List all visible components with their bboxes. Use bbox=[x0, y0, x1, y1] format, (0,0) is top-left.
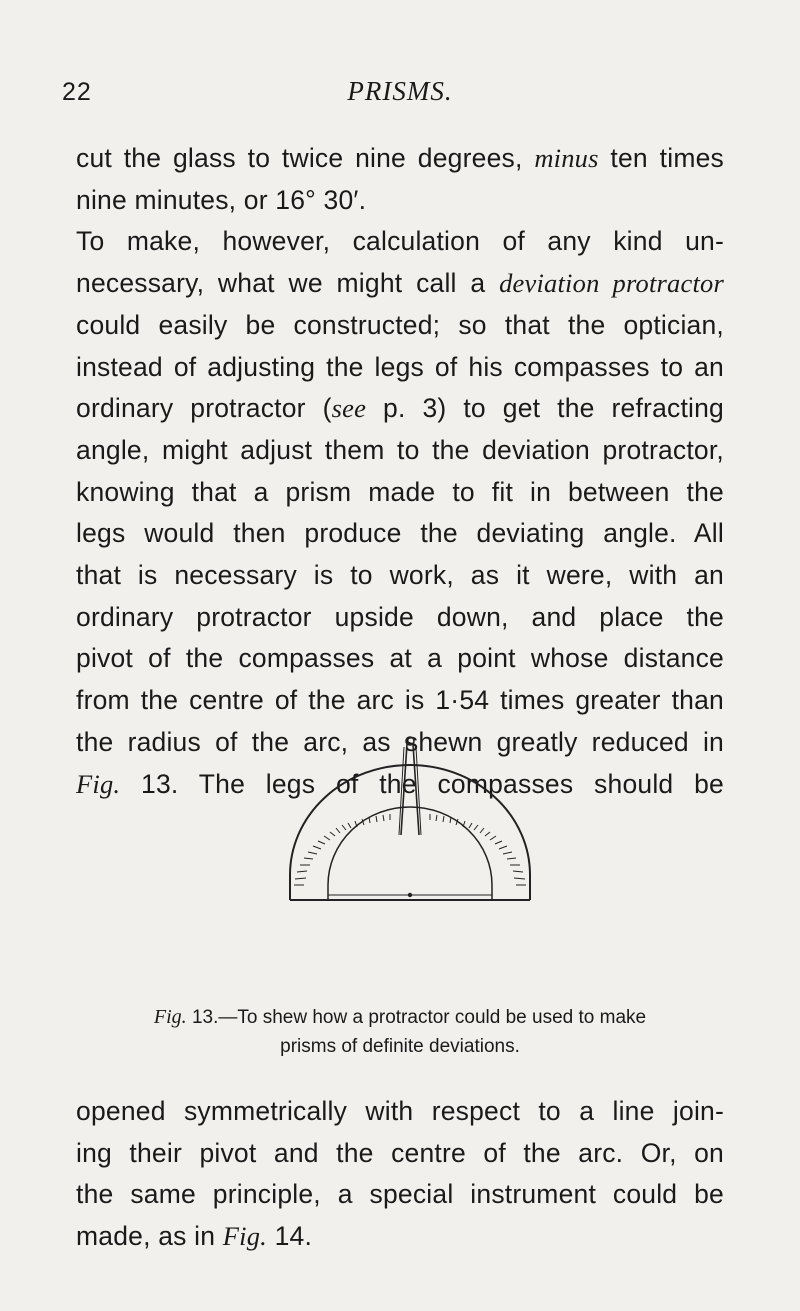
text-line: legs would then produce the deviating angle. All bbox=[76, 518, 724, 549]
text-line: necessary, what we might call a deviation protractor bbox=[76, 268, 724, 299]
text-line: To make, however, calculation of any kind un- bbox=[76, 226, 724, 257]
page-number: 22 bbox=[62, 78, 92, 106]
running-head: PRISMS. bbox=[347, 76, 453, 106]
text-line: opened symmetrically with respect to a line join- bbox=[76, 1096, 724, 1126]
text-line: ordinary protractor upside down, and place the bbox=[76, 601, 724, 632]
text-line: from the centre of the arc is 1·54 times greater than bbox=[76, 685, 724, 716]
text-line: pivot of the compasses at a point whose distance bbox=[76, 643, 724, 674]
caption-line-2: prisms of definite deviations. bbox=[280, 1036, 520, 1057]
text-line: could easily be constructed; so that the optician, bbox=[76, 309, 724, 340]
text-line: angle, might adjust them to the deviation protractor, bbox=[76, 434, 724, 465]
protractor-inner-arc bbox=[328, 807, 492, 900]
text-line: that is necessary is to work, as it were, with an bbox=[76, 560, 724, 591]
text-line: knowing that a prism made to fit in between the bbox=[76, 476, 724, 507]
paragraph-1 bbox=[76, 138, 724, 805]
paragraph-2 bbox=[76, 1091, 724, 1258]
text-line: the same principle, a special instrument could be bbox=[76, 1179, 724, 1210]
text-line: ordinary protractor (see p. 3) to get the refracting bbox=[76, 393, 724, 424]
text-line: made, as in Fig. 14. bbox=[76, 1221, 313, 1252]
protractor-compasses-figure bbox=[280, 735, 540, 910]
caption-line-1: Fig. 13.—To shew how a protractor could be used to make bbox=[153, 1006, 647, 1028]
text-line: cut the glass to twice nine degrees, minus ten times bbox=[76, 143, 724, 173]
arc-centre-point bbox=[408, 893, 412, 897]
figure-caption bbox=[0, 1003, 800, 1061]
text-line: the radius of the arc, as shewn greatly reduced in bbox=[76, 726, 724, 757]
text-line: nine minutes, or 16° 30′. bbox=[76, 184, 367, 215]
text-line: Fig. 13. The legs of the compasses should be bbox=[76, 768, 724, 799]
text-line: ing their pivot and the centre of the arc. Or, on bbox=[76, 1137, 724, 1168]
protractor-outer-arc bbox=[290, 765, 530, 900]
compass-pivot bbox=[406, 737, 414, 745]
text-line: instead of adjusting the legs of his compasses to an bbox=[76, 351, 724, 382]
